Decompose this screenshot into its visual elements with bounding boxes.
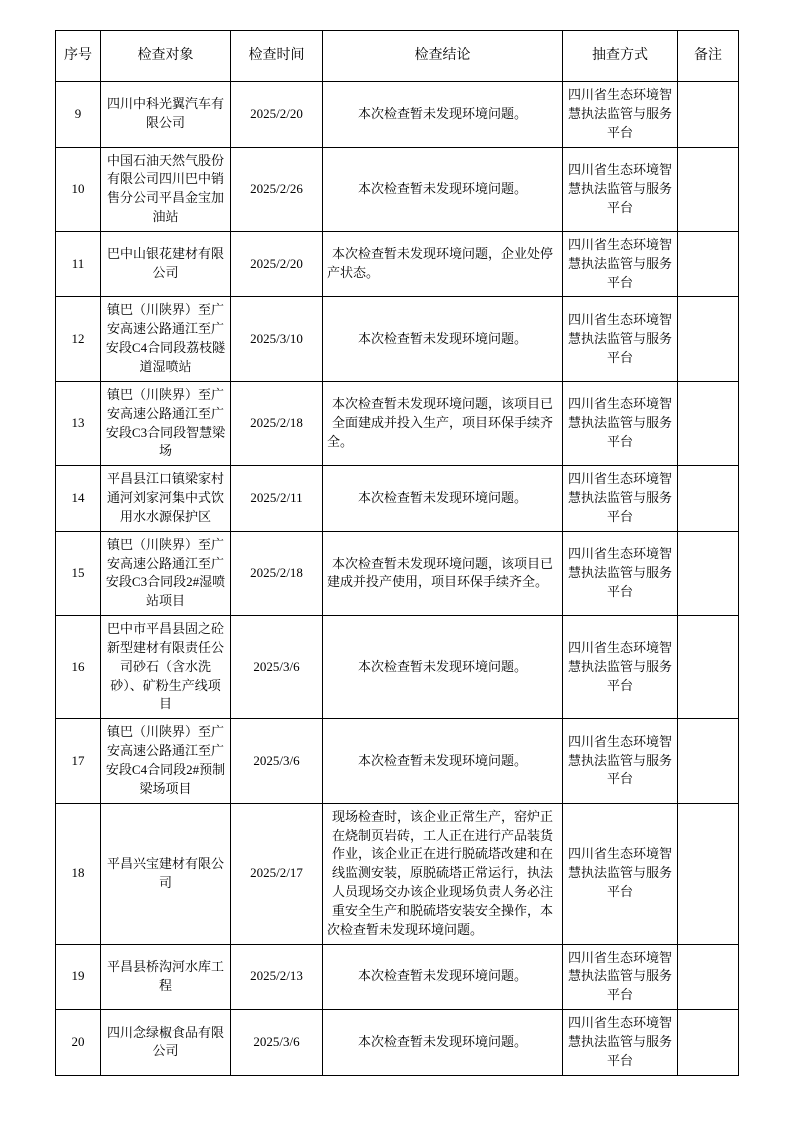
- cell-time: 2025/2/11: [231, 466, 323, 532]
- table-row: [56, 1010, 739, 1076]
- cell-seq: 10: [56, 147, 101, 231]
- cell-seq: 16: [56, 616, 101, 719]
- cell-method: 四川省生态环境智慧执法监管与服务平台: [563, 616, 678, 719]
- cell-seq: 18: [56, 803, 101, 944]
- cell-remark: [678, 82, 739, 148]
- table-row: [56, 616, 739, 719]
- cell-conclusion: 本次检查暂未发现环境问题。: [323, 82, 563, 148]
- table-row: [56, 466, 739, 532]
- cell-seq: 15: [56, 531, 101, 615]
- cell-conclusion: 本次检查暂未发现环境问题，该项目已全面建成并投入生产，项目环保手续齐全。: [323, 381, 563, 465]
- cell-object: 四川中科光翼汽车有限公司: [101, 82, 231, 148]
- cell-conclusion: 本次检查暂未发现环境问题。: [323, 1010, 563, 1076]
- cell-remark: [678, 616, 739, 719]
- cell-time: 2025/2/26: [231, 147, 323, 231]
- cell-remark: [678, 297, 739, 381]
- table-row: [56, 803, 739, 944]
- table-row: [56, 147, 739, 231]
- cell-object: 平昌县桥沟河水库工程: [101, 944, 231, 1010]
- cell-seq: 20: [56, 1010, 101, 1076]
- column-header-method: 抽查方式: [563, 31, 678, 82]
- cell-method: 四川省生态环境智慧执法监管与服务平台: [563, 1010, 678, 1076]
- cell-remark: [678, 147, 739, 231]
- cell-conclusion: 本次检查暂未发现环境问题，企业处停产状态。: [323, 231, 563, 297]
- cell-conclusion: 本次检查暂未发现环境问题。: [323, 297, 563, 381]
- table-header-row: [56, 31, 739, 82]
- cell-method: 四川省生态环境智慧执法监管与服务平台: [563, 531, 678, 615]
- cell-method: 四川省生态环境智慧执法监管与服务平台: [563, 147, 678, 231]
- cell-conclusion: 本次检查暂未发现环境问题。: [323, 944, 563, 1010]
- cell-remark: [678, 719, 739, 803]
- cell-remark: [678, 231, 739, 297]
- cell-time: 2025/3/6: [231, 719, 323, 803]
- column-header-seq: 序号: [56, 31, 101, 82]
- table-row: [56, 231, 739, 297]
- cell-object: 镇巴（川陕界）至广安高速公路通江至广安段C3合同段智慧梁场: [101, 381, 231, 465]
- cell-object: 镇巴（川陕界）至广安高速公路通江至广安段C4合同段荔枝隧道湿喷站: [101, 297, 231, 381]
- cell-object: 中国石油天然气股份有限公司四川巴中销售分公司平昌金宝加油站: [101, 147, 231, 231]
- cell-conclusion: 本次检查暂未发现环境问题。: [323, 616, 563, 719]
- cell-object: 平昌兴宝建材有限公司: [101, 803, 231, 944]
- table-row: [56, 381, 739, 465]
- cell-time: 2025/3/10: [231, 297, 323, 381]
- cell-seq: 17: [56, 719, 101, 803]
- cell-object: 巴中山银花建材有限公司: [101, 231, 231, 297]
- cell-method: 四川省生态环境智慧执法监管与服务平台: [563, 944, 678, 1010]
- table-row: [56, 531, 739, 615]
- table-row: [56, 944, 739, 1010]
- cell-method: 四川省生态环境智慧执法监管与服务平台: [563, 719, 678, 803]
- table-header: [56, 31, 739, 82]
- cell-remark: [678, 381, 739, 465]
- cell-method: 四川省生态环境智慧执法监管与服务平台: [563, 82, 678, 148]
- cell-remark: [678, 803, 739, 944]
- column-header-object: 检查对象: [101, 31, 231, 82]
- cell-conclusion: 本次检查暂未发现环境问题。: [323, 147, 563, 231]
- cell-seq: 9: [56, 82, 101, 148]
- column-header-time: 检查时间: [231, 31, 323, 82]
- table-row: [56, 82, 739, 148]
- cell-time: 2025/2/20: [231, 82, 323, 148]
- cell-object: 四川念绿椒食品有限公司: [101, 1010, 231, 1076]
- cell-method: 四川省生态环境智慧执法监管与服务平台: [563, 231, 678, 297]
- cell-object: 巴中市平昌县固之砼新型建材有限责任公司砂石（含水洗砂）、矿粉生产线项目: [101, 616, 231, 719]
- cell-method: 四川省生态环境智慧执法监管与服务平台: [563, 297, 678, 381]
- cell-conclusion: 现场检查时，该企业正常生产，窑炉正在烧制页岩砖，工人正在进行产品装货作业，该企业正在进行脱硫塔改建和在线监测安装，原脱硫塔正常运行，执法人员现场交办该企业现场负责人务必注重安全生产和脱硫塔安装安全操作，本次检查暂未发现环境问题。: [323, 803, 563, 944]
- cell-time: 2025/3/6: [231, 616, 323, 719]
- cell-conclusion: 本次检查暂未发现环境问题。: [323, 466, 563, 532]
- column-header-remark: 备注: [678, 31, 739, 82]
- cell-method: 四川省生态环境智慧执法监管与服务平台: [563, 466, 678, 532]
- table-row: [56, 297, 739, 381]
- table-row: [56, 719, 739, 803]
- cell-object: 镇巴（川陕界）至广安高速公路通江至广安段C4合同段2#预制梁场项目: [101, 719, 231, 803]
- cell-seq: 12: [56, 297, 101, 381]
- cell-remark: [678, 531, 739, 615]
- cell-time: 2025/2/18: [231, 381, 323, 465]
- cell-remark: [678, 1010, 739, 1076]
- column-header-conclusion: 检查结论: [323, 31, 563, 82]
- cell-conclusion: 本次检查暂未发现环境问题，该项目已建成并投产使用，项目环保手续齐全。: [323, 531, 563, 615]
- cell-seq: 14: [56, 466, 101, 532]
- cell-time: 2025/2/13: [231, 944, 323, 1010]
- inspection-table: [55, 30, 739, 1076]
- cell-method: 四川省生态环境智慧执法监管与服务平台: [563, 381, 678, 465]
- cell-seq: 19: [56, 944, 101, 1010]
- cell-remark: [678, 944, 739, 1010]
- cell-time: 2025/2/18: [231, 531, 323, 615]
- cell-conclusion: 本次检查暂未发现环境问题。: [323, 719, 563, 803]
- cell-time: 2025/2/20: [231, 231, 323, 297]
- cell-object: 平昌县江口镇梁家村通河刘家河集中式饮用水水源保护区: [101, 466, 231, 532]
- cell-remark: [678, 466, 739, 532]
- cell-seq: 11: [56, 231, 101, 297]
- cell-method: 四川省生态环境智慧执法监管与服务平台: [563, 803, 678, 944]
- table-body: [56, 82, 739, 1076]
- cell-time: 2025/3/6: [231, 1010, 323, 1076]
- cell-time: 2025/2/17: [231, 803, 323, 944]
- cell-seq: 13: [56, 381, 101, 465]
- cell-object: 镇巴（川陕界）至广安高速公路通江至广安段C3合同段2#湿喷站项目: [101, 531, 231, 615]
